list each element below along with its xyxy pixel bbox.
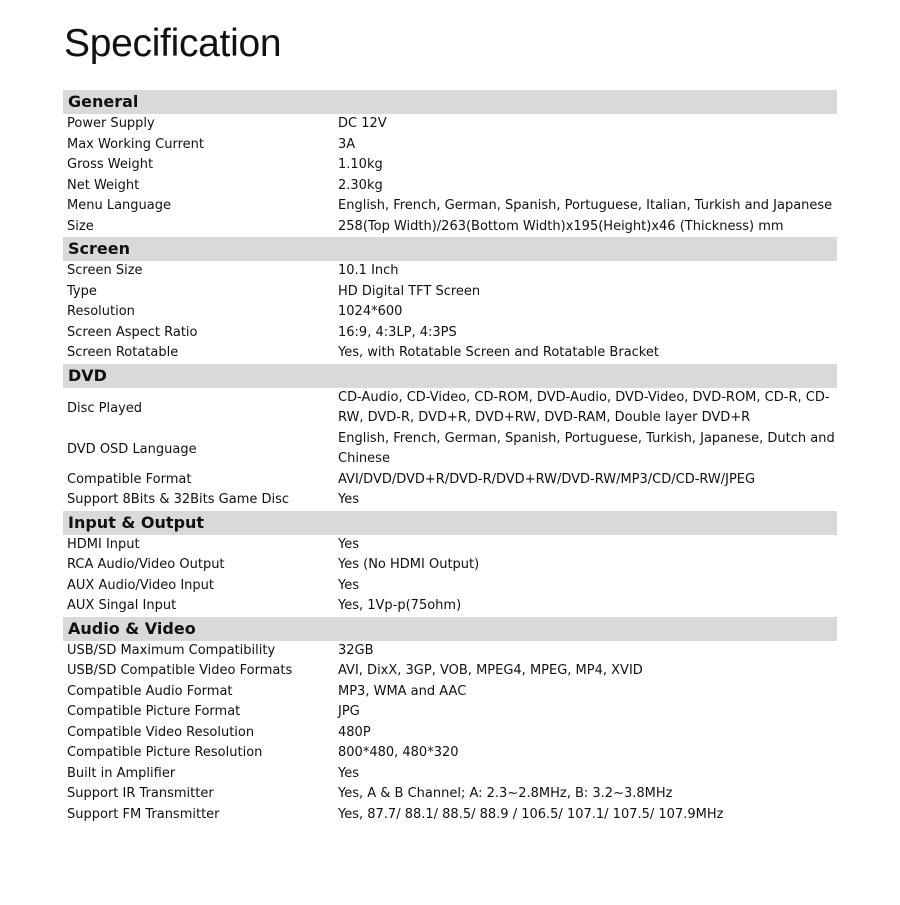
section-header-screen: Screen: [63, 237, 837, 261]
spec-value: 258(Top Width)/263(Bottom Width)x195(Height)x46 (Thickness) mm: [338, 218, 784, 234]
spec-row: [63, 282, 837, 303]
spec-label: Type: [67, 283, 97, 299]
spec-row: [63, 596, 837, 617]
spec-value: 1024*600: [338, 304, 403, 319]
spec-row: [63, 323, 837, 344]
spec-value: Yes, with Rotatable Screen and Rotatable Bracket: [338, 345, 659, 360]
spec-row: [63, 661, 837, 682]
spec-value: 10.1 Inch: [338, 263, 399, 278]
spec-row: [63, 470, 837, 491]
spec-value: HD Digital TFT Screen: [338, 283, 481, 299]
spec-value: 1.10kg: [338, 157, 383, 172]
spec-label: Gross Weight: [67, 157, 154, 172]
page-title: Specification: [64, 22, 282, 65]
spec-value: 3A: [338, 136, 356, 152]
section-header-audio-video: Audio & Video: [63, 617, 837, 641]
spec-label: AUX Singal Input: [67, 598, 177, 613]
spec-row: [63, 114, 837, 135]
spec-label: Max Working Current: [67, 136, 204, 152]
spec-row: [63, 641, 837, 662]
spec-row: [63, 490, 837, 511]
spec-label: RCA Audio/Video Output: [67, 557, 225, 572]
spec-label: Compatible Picture Resolution: [67, 745, 263, 760]
spec-value: Yes: [338, 577, 359, 593]
spec-row: [63, 805, 837, 826]
spec-label: Support IR Transmitter: [67, 786, 214, 801]
spec-row: [63, 388, 837, 429]
spec-value: 32GB: [338, 642, 374, 658]
section-header-general: General: [63, 90, 837, 114]
spec-value: CD-Audio, CD-Video, CD-ROM, DVD-Audio, DVD-Video, DVD-ROM, CD-R, CD-RW, DVD-R, DVD+R, DVD+RW, DVD-RAM, Double layer DVD+R: [338, 389, 830, 425]
spec-value: AVI, DixX, 3GP, VOB, MPEG4, MPEG, MP4, XVID: [338, 663, 643, 678]
spec-value: Yes, 87.7/ 88.1/ 88.5/ 88.9 / 106.5/ 107.1/ 107.5/ 107.9MHz: [338, 806, 724, 822]
section-header-input-output: Input & Output: [63, 511, 837, 535]
spec-row: [63, 343, 837, 364]
spec-row: [63, 217, 837, 238]
spec-row: [63, 743, 837, 764]
spec-value: Yes, A & B Channel; A: 2.3~2.8MHz, B: 3.2~3.8MHz: [338, 786, 673, 801]
spec-value: 16:9, 4:3LP, 4:3PS: [338, 324, 457, 340]
spec-row: [63, 135, 837, 156]
spec-label: Power Supply: [67, 116, 155, 131]
spec-value: JPG: [338, 704, 360, 719]
spec-value: 800*480, 480*320: [338, 745, 459, 760]
spec-value: 480P: [338, 724, 371, 740]
spec-value: 2.30kg: [338, 177, 383, 193]
spec-value: MP3, WMA and AAC: [338, 683, 467, 699]
spec-label: Compatible Picture Format: [67, 704, 241, 719]
spec-label: USB/SD Compatible Video Formats: [67, 663, 293, 678]
spec-value: Yes: [338, 765, 359, 781]
spec-value: Yes (No HDMI Output): [338, 557, 480, 572]
spec-label: Built in Amplifier: [67, 765, 176, 781]
spec-label: USB/SD Maximum Compatibility: [67, 642, 276, 658]
spec-value: Yes: [338, 536, 359, 552]
spec-row: [63, 176, 837, 197]
spec-row: [63, 429, 837, 470]
spec-value: DC 12V: [338, 116, 387, 131]
spec-value: AVI/DVD/DVD+R/DVD-R/DVD+RW/DVD-RW/MP3/CD/CD-RW/JPEG: [338, 471, 756, 487]
spec-label: AUX Audio/Video Input: [67, 577, 214, 593]
spec-row: [63, 261, 837, 282]
spec-row: [63, 723, 837, 744]
spec-row: [63, 302, 837, 323]
spec-value: Yes: [338, 492, 359, 507]
spec-label: Disc Played: [67, 400, 143, 416]
spec-row: [63, 535, 837, 556]
section-header-dvd: DVD: [63, 364, 837, 388]
spec-label: Screen Rotatable: [67, 345, 179, 360]
spec-value: Yes, 1Vp-p(75ohm): [338, 598, 462, 613]
spec-table: [63, 90, 837, 825]
spec-label: Size: [67, 218, 94, 234]
spec-value: English, French, German, Spanish, Portuguese, Italian, Turkish and Japanese: [338, 198, 833, 213]
spec-label: Support FM Transmitter: [67, 806, 220, 822]
spec-label: Screen Size: [67, 263, 143, 278]
spec-row: [63, 555, 837, 576]
spec-label: HDMI Input: [67, 536, 140, 552]
spec-label: Support 8Bits & 32Bits Game Disc: [67, 492, 290, 507]
spec-label: Screen Aspect Ratio: [67, 324, 198, 340]
spec-label: Menu Language: [67, 198, 171, 213]
spec-row: [63, 155, 837, 176]
spec-row: [63, 196, 837, 217]
spec-row: [63, 682, 837, 703]
spec-label: Compatible Audio Format: [67, 683, 233, 699]
spec-value: English, French, German, Spanish, Portuguese, Turkish, Japanese, Dutch and Chinese: [338, 430, 835, 466]
spec-row: [63, 576, 837, 597]
spec-label: Compatible Format: [67, 471, 192, 487]
spec-label: DVD OSD Language: [67, 441, 197, 457]
spec-label: Compatible Video Resolution: [67, 724, 255, 740]
spec-label: Resolution: [67, 304, 135, 319]
spec-label: Net Weight: [67, 177, 140, 193]
spec-row: [63, 764, 837, 785]
spec-row: [63, 702, 837, 723]
spec-row: [63, 784, 837, 805]
